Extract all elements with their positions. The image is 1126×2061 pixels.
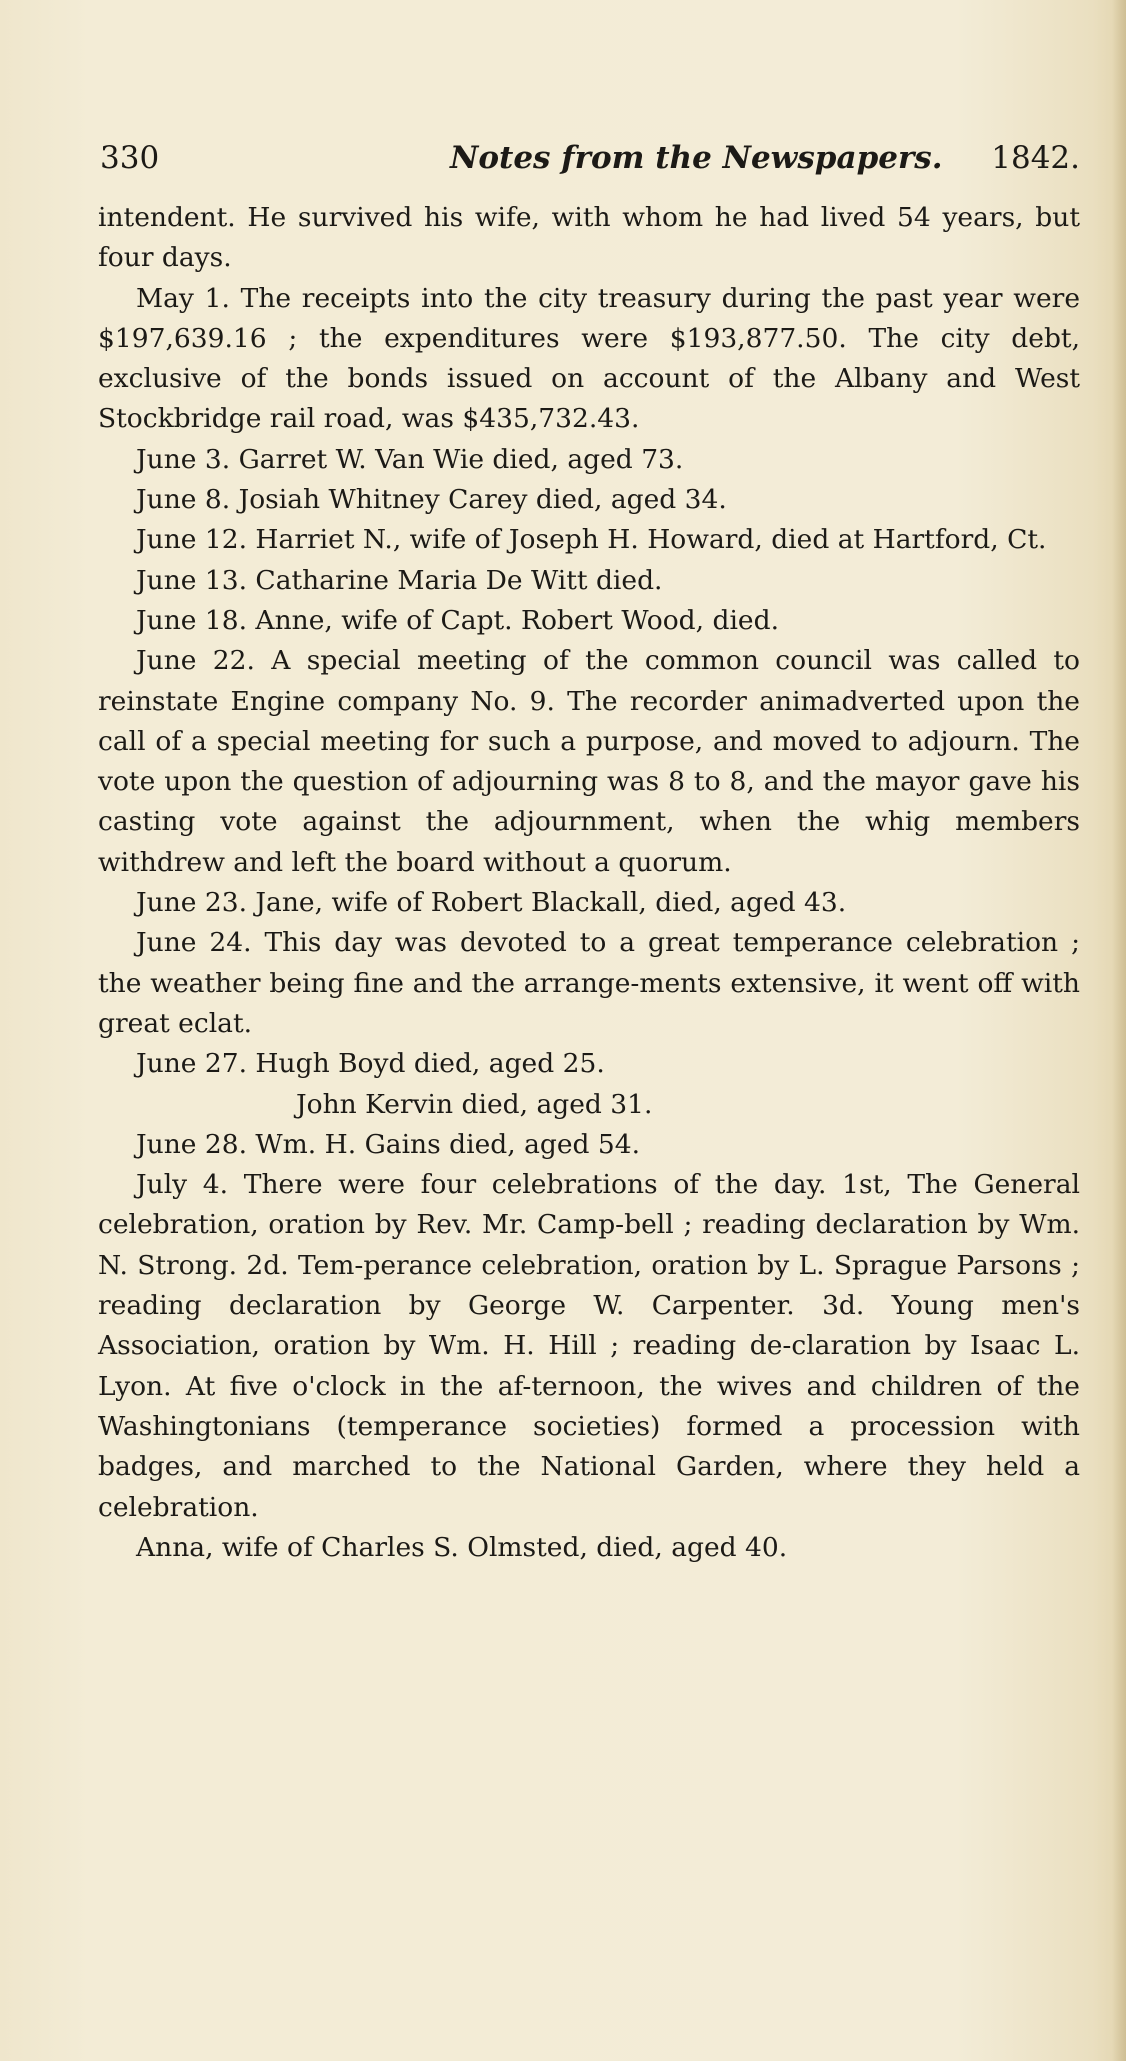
page-number: 330	[100, 140, 160, 176]
entry-june-27-continued: John Kervin died, aged 31.	[296, 1088, 653, 1120]
running-title: Notes from the Newspapers.	[450, 140, 943, 176]
entry-june-24: June 24. This day was devoted to a great temperance celebration ; the weather being fine and the arrange-ments extensive, it went off with great eclat.	[98, 927, 1080, 1039]
entry-june-12: June 12. Harriet N., wife of Joseph H. Howard, died at Hartford, Ct.	[136, 524, 1047, 556]
entry-june-3: June 3. Garret W. Van Wie died, aged 73.	[136, 443, 684, 475]
entry-june-22: June 22. A special meeting of the common council was called to reinstate Engine company No. 9. The recorder animadverted upon the call of a special meeting for such a purpose, and moved to adjourn. The vote upon the question of adjourning was 8 to 8, and the mayor gave his casting vote against the adjournment, when the whig members withdrew and left the board without a quorum.	[98, 645, 1080, 878]
paragraph-continuation: intendent. He survived his wife, with whom he had lived 54 years, but four days.	[98, 202, 1080, 274]
entry-june-8: June 8. Josiah Whitney Carey died, aged 34.	[136, 484, 727, 516]
page-edge-shadow	[1112, 0, 1126, 2061]
body-text	[98, 198, 1080, 1568]
entry-june-28: June 28. Wm. H. Gains died, aged 54.	[136, 1128, 641, 1160]
entry-june-13: June 13. Catharine Maria De Witt died.	[136, 564, 663, 596]
entry-june-23: June 23. Jane, wife of Robert Blackall, died, aged 43.	[136, 887, 847, 919]
running-header	[100, 140, 1080, 180]
entry-june-27: June 27. Hugh Boyd died, aged 25.	[136, 1048, 605, 1080]
entry-july-4: July 4. There were four celebrations of the day. 1st, The General celebration, oration by Rev. Mr. Camp-bell ; reading declaration by Wm. N. Strong. 2d. Tem-perance celebration, oration by L. Sprague Parsons ; reading declaration by George W. Carpenter. 3d. Young men's Association, oration by Wm. H. Hill ; reading de-claration by Isaac L. Lyon. At five o'clock in the af-ternoon, the wives and children of the Washingtonians (temperance societies) formed a procession with badges, and marched to the National Garden, where they held a celebration.	[98, 1169, 1080, 1523]
entry-may-1: May 1. The receipts into the city treasury during the past year were $197,639.16 ; the expenditures were $193,877.50. The city debt, exclusive of the bonds issued on account of the Albany and West Stockbridge rail road, was $435,732.43.	[98, 282, 1080, 435]
header-year: 1842.	[991, 140, 1080, 176]
entry-june-18: June 18. Anne, wife of Capt. Robert Wood, died.	[136, 604, 779, 636]
entry-anna-olmsted: Anna, wife of Charles S. Olmsted, died, aged 40.	[136, 1531, 788, 1563]
